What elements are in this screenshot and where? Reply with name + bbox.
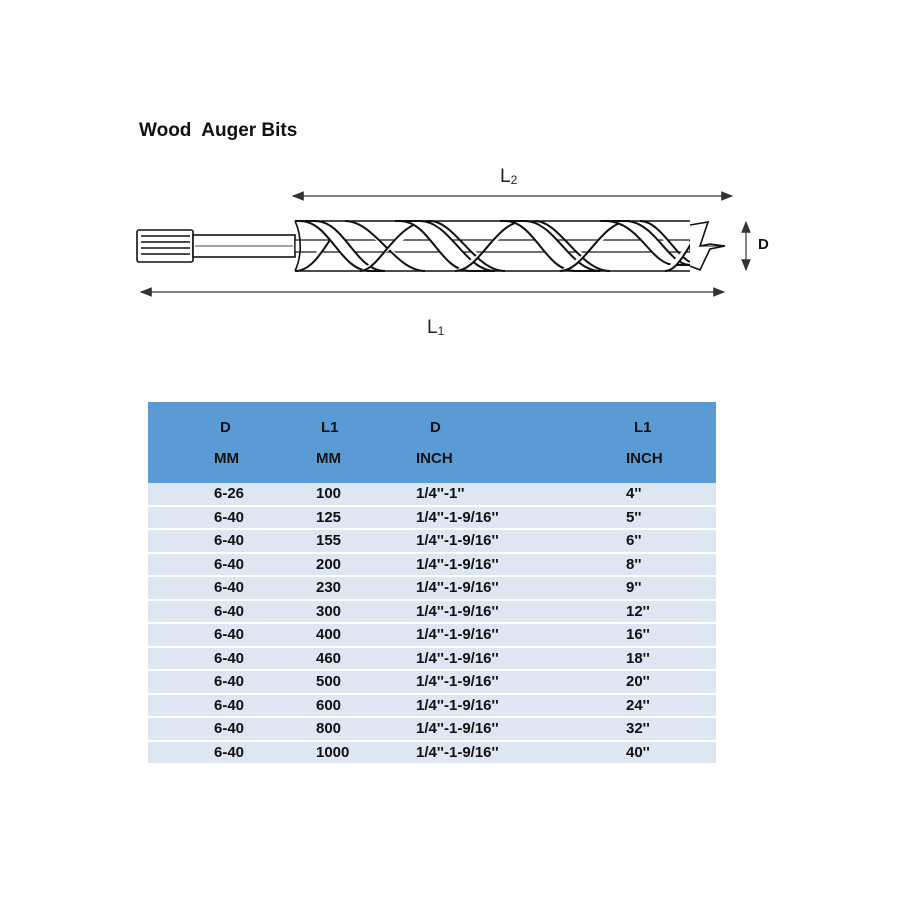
- table-row: [148, 483, 716, 506]
- table-row: [148, 694, 716, 718]
- cell-l1-inch: 18'': [586, 647, 716, 671]
- cell-l1-mm: 600: [296, 694, 396, 718]
- cell-l1-mm: 500: [296, 670, 396, 694]
- cell-d-mm: 6-40: [148, 647, 296, 671]
- header-d-inch: D INCH: [396, 402, 586, 483]
- cell-d-mm: 6-40: [148, 623, 296, 647]
- cell-d-inch: 1/4''-1-9/16'': [396, 506, 586, 530]
- table-row: [148, 647, 716, 671]
- cell-d-mm: 6-40: [148, 529, 296, 553]
- cell-l1-inch: 24'': [586, 694, 716, 718]
- header-l1-mm: L1 MM: [296, 402, 396, 483]
- shank-hex: [137, 230, 193, 262]
- cell-d-mm: 6-40: [148, 741, 296, 764]
- cell-l1-inch: 12'': [586, 600, 716, 624]
- shank-round: [193, 235, 295, 257]
- table-row: [148, 553, 716, 577]
- cell-l1-mm: 125: [296, 506, 396, 530]
- cell-d-inch: 1/4''-1-9/16'': [396, 623, 586, 647]
- table-row: [148, 600, 716, 624]
- cell-l1-mm: 155: [296, 529, 396, 553]
- cell-l1-inch: 20'': [586, 670, 716, 694]
- l2-label: $L_2$: [500, 166, 518, 187]
- table-row: [148, 623, 716, 647]
- cell-d-mm: 6-40: [148, 670, 296, 694]
- cell-d-inch: 1/4''-1-9/16'': [396, 576, 586, 600]
- cell-d-mm: 6-40: [148, 717, 296, 741]
- auger-tip: [690, 222, 725, 270]
- cell-d-mm: 6-40: [148, 553, 296, 577]
- cell-d-mm: 6-26: [148, 483, 296, 506]
- cell-l1-inch: 9'': [586, 576, 716, 600]
- table-row: [148, 576, 716, 600]
- cell-d-inch: 1/4''-1-9/16'': [396, 600, 586, 624]
- cell-l1-mm: 230: [296, 576, 396, 600]
- cell-d-inch: 1/4''-1'': [396, 483, 586, 506]
- table-row: [148, 717, 716, 741]
- l1-label: $L_1$: [427, 317, 445, 338]
- cell-d-mm: 6-40: [148, 694, 296, 718]
- table-header-row: [148, 402, 716, 483]
- table-row: [148, 741, 716, 764]
- cell-d-mm: 6-40: [148, 576, 296, 600]
- cell-l1-mm: 460: [296, 647, 396, 671]
- cell-d-inch: 1/4''-1-9/16'': [396, 670, 586, 694]
- cell-d-inch: 1/4''-1-9/16'': [396, 529, 586, 553]
- header-d-mm: D MM: [148, 402, 296, 483]
- cell-l1-inch: 6'': [586, 529, 716, 553]
- cell-l1-inch: 32'': [586, 717, 716, 741]
- cell-l1-mm: 200: [296, 553, 396, 577]
- page-title: Wood Auger Bits: [139, 120, 298, 141]
- cell-l1-inch: 5'': [586, 506, 716, 530]
- cell-d-inch: 1/4''-1-9/16'': [396, 553, 586, 577]
- table-body: [148, 483, 716, 763]
- cell-d-mm: 6-40: [148, 600, 296, 624]
- cell-l1-mm: 400: [296, 623, 396, 647]
- cell-l1-mm: 300: [296, 600, 396, 624]
- cell-l1-inch: 8'': [586, 553, 716, 577]
- cell-l1-inch: 16'': [586, 623, 716, 647]
- table-row: [148, 506, 716, 530]
- spec-table: [148, 402, 716, 763]
- table-row: [148, 670, 716, 694]
- cell-l1-inch: 4'': [586, 483, 716, 506]
- table-row: [148, 529, 716, 553]
- cell-l1-mm: 800: [296, 717, 396, 741]
- cell-d-inch: 1/4''-1-9/16'': [396, 717, 586, 741]
- cell-l1-mm: 100: [296, 483, 396, 506]
- d-label: D: [758, 236, 769, 253]
- cell-d-mm: 6-40: [148, 506, 296, 530]
- cell-l1-inch: 40'': [586, 741, 716, 764]
- cell-l1-mm: 1000: [296, 741, 396, 764]
- auger-bit-drawing: [0, 0, 898, 360]
- header-l1-inch: L1 INCH: [586, 402, 716, 483]
- cell-d-inch: 1/4''-1-9/16'': [396, 741, 586, 764]
- cell-d-inch: 1/4''-1-9/16'': [396, 647, 586, 671]
- cell-d-inch: 1/4''-1-9/16'': [396, 694, 586, 718]
